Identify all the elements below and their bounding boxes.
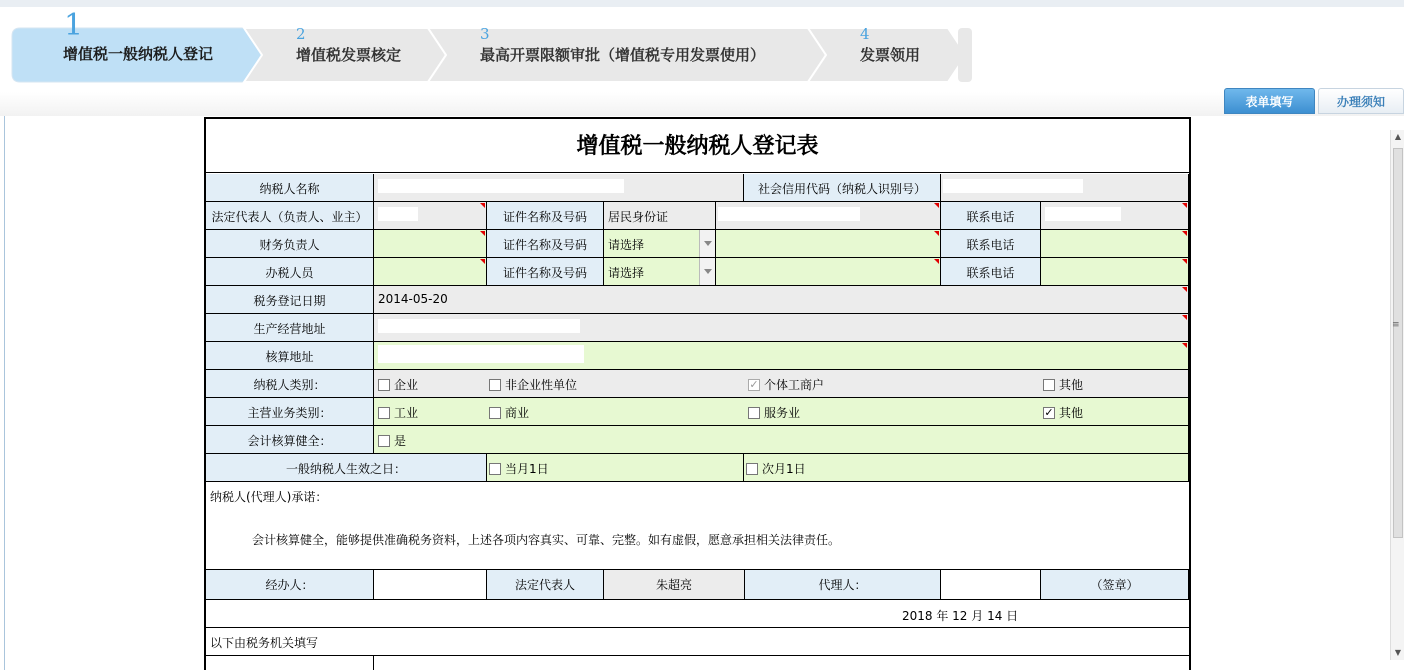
step-number: 3	[480, 25, 490, 43]
legal-phone-field[interactable]	[1041, 202, 1189, 230]
legal-id-type-field[interactable]: 居民身份证	[604, 202, 716, 230]
acct-address-field[interactable]	[374, 342, 1189, 370]
phone-label: 联系电话	[941, 258, 1041, 286]
taxpayer-type-label: 纳税人类别：	[206, 370, 374, 398]
step-number: 1	[64, 8, 84, 43]
taxpayer-name-label: 纳税人名称	[206, 174, 374, 202]
wizard-steps	[12, 8, 972, 82]
pledge-title: 纳税人(代理人)承诺：	[210, 490, 328, 504]
tab-notice[interactable]: 办理须知	[1318, 88, 1404, 114]
top-strip	[0, 0, 1404, 7]
finance-head-label: 财务负责人	[206, 230, 374, 258]
taxpayer-name-field[interactable]	[374, 174, 744, 202]
taxpayer-type-other[interactable]: 其他	[1043, 376, 1083, 393]
checkbox[interactable]	[489, 407, 501, 419]
credit-code-field[interactable]	[941, 174, 1189, 202]
checkbox[interactable]	[378, 379, 390, 391]
business-type-service[interactable]: 服务业	[748, 404, 800, 421]
legal-rep-field[interactable]	[374, 202, 487, 230]
tax-office-row	[206, 628, 1189, 656]
phone-label: 联系电话	[941, 202, 1041, 230]
reg-date-label: 税务登记日期	[206, 286, 374, 314]
checkbox[interactable]	[746, 463, 758, 475]
tax-officer-field[interactable]	[374, 258, 487, 286]
business-type-industry[interactable]: 工业	[378, 404, 418, 421]
checkbox-checked[interactable]: ✓	[1044, 405, 1054, 419]
accounting-sound-label: 会计核算健全：	[206, 426, 374, 454]
grip-icon: ≡	[1392, 320, 1400, 330]
biz-address-field[interactable]	[374, 314, 1189, 342]
checkbox-checked[interactable]: ✓	[749, 377, 759, 391]
chevron-down-icon[interactable]	[699, 258, 715, 285]
accounting-sound-yes[interactable]: 是	[378, 432, 406, 449]
step-number: 2	[296, 25, 306, 43]
checkbox[interactable]	[1043, 379, 1055, 391]
checkbox[interactable]	[489, 463, 501, 475]
phone-label: 联系电话	[941, 230, 1041, 258]
id-type-label: 证件名称及号码	[487, 258, 604, 286]
officer-phone-field[interactable]	[1041, 258, 1189, 286]
business-type-group	[374, 398, 1189, 426]
finance-id-number-field[interactable]	[716, 230, 941, 258]
step-2[interactable]	[244, 25, 444, 82]
step-label: 增值税一般纳税人登记	[63, 45, 214, 63]
taxpayer-type-group	[374, 370, 1189, 398]
chevron-down-icon[interactable]	[699, 230, 715, 257]
credit-code-label: 社会信用代码（纳税人识别号）	[744, 174, 941, 202]
seal-label: （签章）	[1041, 570, 1189, 600]
legal-rep2-field[interactable]: 朱超亮	[604, 570, 745, 600]
id-type-label: 证件名称及号码	[487, 202, 604, 230]
form-title: 增值税一般纳税人登记表	[206, 119, 1189, 173]
taxpayer-type-nonenterprise[interactable]: 非企业性单位	[489, 376, 577, 393]
handler-label: 经办人：	[206, 570, 374, 600]
checkbox[interactable]	[378, 435, 390, 447]
date-row	[206, 600, 1189, 628]
step-3[interactable]	[428, 25, 828, 82]
agent-label: 代理人：	[745, 570, 941, 600]
handler-field[interactable]	[374, 570, 487, 600]
registration-form	[204, 117, 1191, 670]
finance-head-field[interactable]	[374, 230, 487, 258]
step-number: 4	[860, 25, 870, 43]
effective-next-month[interactable]: 次月1日	[744, 454, 1189, 482]
legal-rep-label: 法定代表人（负责人、业主）	[206, 202, 374, 230]
checkbox[interactable]	[378, 407, 390, 419]
business-type-other[interactable]: ✓ 其他	[1044, 405, 1084, 420]
step-1[interactable]	[12, 8, 244, 82]
tab-form[interactable]: 表单填写	[1224, 88, 1315, 114]
taxpayer-type-enterprise[interactable]: 企业	[378, 376, 418, 393]
tax-office-note: 以下由税务机关填写	[210, 636, 319, 650]
taxpayer-type-individual[interactable]: ✓ 个体工商户	[749, 377, 825, 392]
business-type-commerce[interactable]: 商业	[489, 404, 529, 421]
checkbox[interactable]	[748, 407, 760, 419]
accounting-sound-group	[374, 426, 1189, 454]
id-type-label: 证件名称及号码	[487, 230, 604, 258]
signature-date: 2018 年 12 月 14 日	[902, 609, 1019, 623]
agent-field[interactable]	[941, 570, 1041, 600]
step-label: 最高开票限额审批（增值税专用发票使用）	[480, 46, 766, 64]
acct-address-label: 核算地址	[206, 342, 374, 370]
reg-date-field[interactable]: 2014-05-20	[374, 286, 1189, 314]
tab-bar	[0, 88, 1404, 116]
business-type-label: 主营业务类别：	[206, 398, 374, 426]
checkbox[interactable]	[489, 379, 501, 391]
step-label: 增值税发票核定	[296, 46, 402, 64]
finance-id-type-select[interactable]: 请选择	[604, 230, 716, 258]
effective-this-month[interactable]: 当月1日	[487, 454, 744, 482]
legal-id-number-field[interactable]	[716, 202, 941, 230]
scroll-thumb[interactable]	[1393, 148, 1403, 538]
legal-rep2-label: 法定代表人	[487, 570, 604, 600]
scroll-up-icon[interactable]: ▲	[1394, 132, 1402, 141]
effective-date-label: 一般纳税人生效之日：	[206, 454, 487, 482]
officer-id-number-field[interactable]	[716, 258, 941, 286]
scroll-down-icon[interactable]: ▼	[1394, 648, 1402, 657]
officer-id-type-select[interactable]: 请选择	[604, 258, 716, 286]
vertical-scrollbar[interactable]	[1390, 130, 1404, 660]
biz-address-label: 生产经营地址	[206, 314, 374, 342]
pledge-text: 会计核算健全，能够提供准确税务资料，上述各项内容真实、可靠、完整。如有虚假，愿意承担相关法律责任。	[252, 533, 841, 547]
step-label: 发票领用	[860, 46, 921, 64]
tax-officer-label: 办税人员	[206, 258, 374, 286]
finance-phone-field[interactable]	[1041, 230, 1189, 258]
step-4[interactable]	[808, 25, 972, 82]
pledge-block	[206, 482, 1189, 570]
tax-office-cell	[206, 656, 374, 670]
